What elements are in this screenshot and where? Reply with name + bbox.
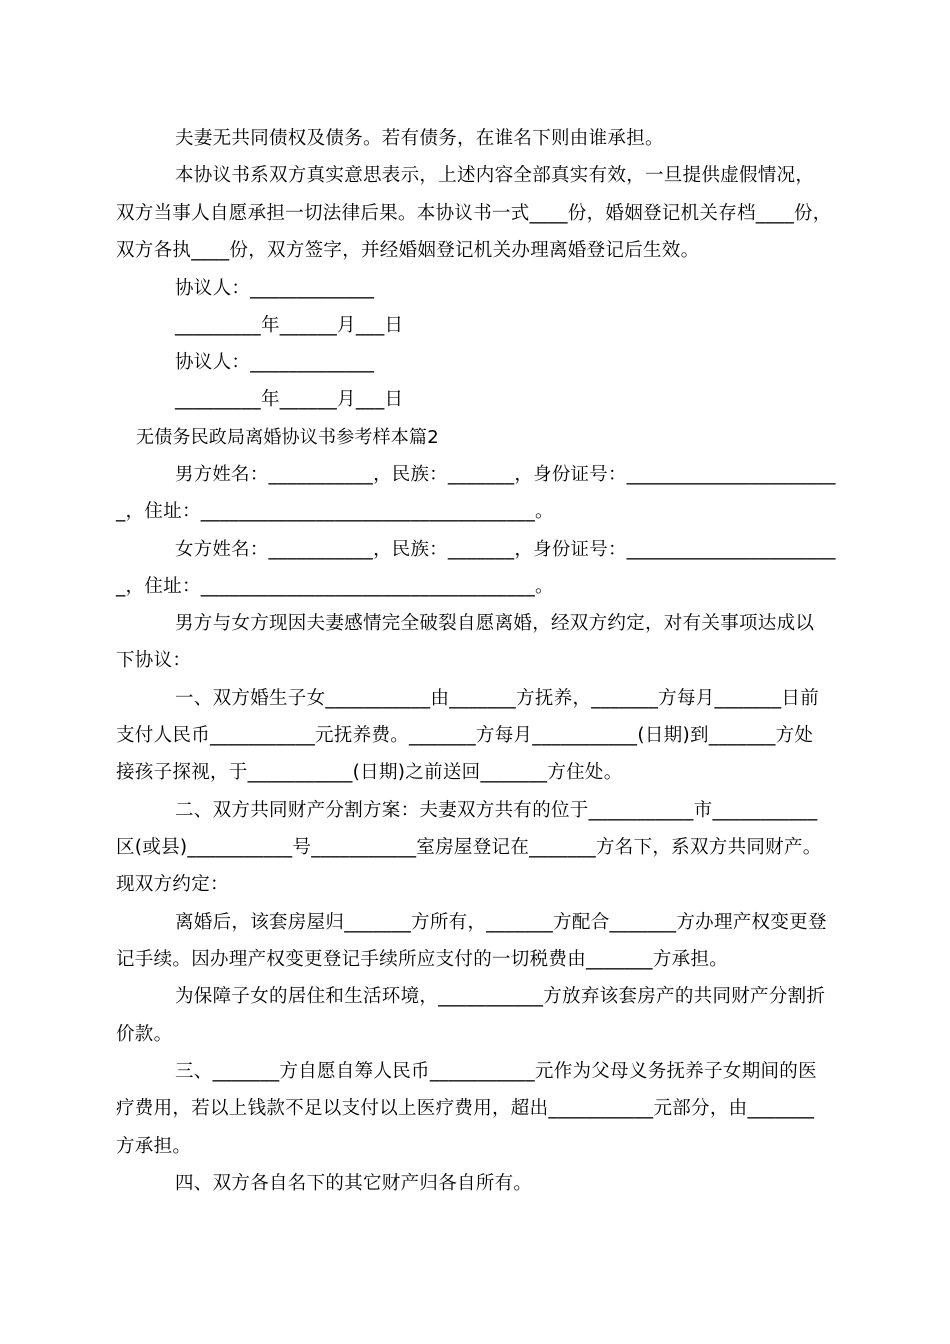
signatory-line: 协议人：_____________: [175, 352, 375, 373]
paragraph-line: 离婚后，该套房屋归_______方所有，_______方配合_______方办理产权变更登: [175, 912, 827, 933]
paragraph-line: 三、_______方自愿自筹人民币___________元作为父母义务抚养子女期间的医: [175, 1061, 817, 1082]
paragraph-line: 支付人民币___________元抚养费。_______方每月___________(日期)到_______方处: [116, 725, 814, 746]
signatory-line: 协议人：_____________: [175, 278, 375, 299]
paragraph-line: 疗费用，若以上钱款不足以支付以上医疗费用，超出___________元部分，由_______: [116, 1098, 815, 1119]
date-line: _________年______月___日: [175, 389, 404, 410]
paragraph-line: 下协议：: [116, 650, 192, 671]
paragraph-line: 为保障子女的居住和生活环境，___________方放弃该套房产的共同财产分割折: [175, 986, 826, 1007]
paragraph-line: 四、双方各自名下的其它财产归各自所有。: [175, 1173, 533, 1194]
paragraph-line: 男方姓名：___________，民族：_______，身份证号：______________________: [175, 464, 836, 485]
paragraph-line: 二、双方共同财产分割方案：夫妻双方共有的位于___________市___________: [175, 800, 818, 821]
paragraph-line: 价款。: [116, 1024, 173, 1045]
paragraph-line: 方承担。: [116, 1136, 192, 1157]
paragraph-line: 现双方约定：: [116, 874, 229, 895]
paragraph-line: _，住址：___________________________________。: [116, 501, 554, 522]
paragraph-line: 男方与女方现因夫妻感情完全破裂自愿离婚，经双方约定，对有关事项达成以: [175, 613, 815, 634]
paragraph-line: 女方姓名：___________，民族：_______，身份证号：______________________: [175, 539, 836, 560]
paragraph-line: 双方各执____份，双方签字，并经婚姻登记机关办理离婚登记后生效。: [116, 240, 700, 261]
section-title: 无债务民政局离婚协议书参考样本篇2: [136, 427, 439, 448]
paragraph-line: 本协议书系双方真实意思表示，上述内容全部真实有效，一旦提供虚假情况，: [175, 165, 815, 186]
paragraph-line: 双方当事人自愿承担一切法律后果。本协议书一式____份，婚姻登记机关存档____份，: [116, 203, 832, 224]
paragraph-line: 记手续。因办理产权变更登记手续所应支付的一切税费由_______方承担。: [116, 949, 729, 970]
paragraph-line: 一、双方婚生子女___________由_______方抚养，_______方每月_______日前: [175, 688, 820, 709]
date-line: _________年______月___日: [175, 315, 404, 336]
paragraph-line: 区(或县)___________号___________室房屋登记在_______方名下，系双方共同财产。: [116, 837, 822, 858]
paragraph-line: 夫妻无共同债权及债务。若有债务，在谁名下则由谁承担。: [175, 128, 664, 149]
paragraph-line: 接孩子探视，于___________(日期)之前送回_______方住处。: [116, 762, 623, 783]
paragraph-line: _，住址：___________________________________。: [116, 576, 554, 597]
